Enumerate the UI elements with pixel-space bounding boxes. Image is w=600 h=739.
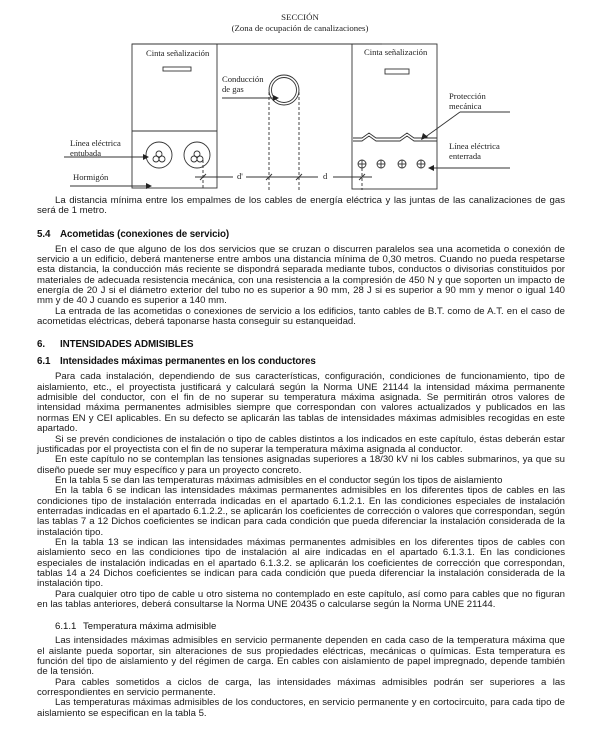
heading-6: [37, 339, 565, 351]
paragraph-6-1-5: En la tabla 6 se indican las intensidades máximas permanentes admisibles en los diferentes tipos de cables en las condiciones tipo de instalación enterrada indicadas en el apartado 6.1.2.1. En las condiciones especiales de instalación enterradas indicadas en el apartado 6.1.2.2., se aplicarán los coeficientes de corrección o valores que correspondan, según las tablas 7 a 12 Dichos coeficientes se indican para cada condición que pueda diferenciar la instalación considerada de la instalación tipo.: [37, 485, 565, 538]
label-conduccion-2: de gas: [222, 84, 244, 94]
label-proteccion-1: Protección: [449, 91, 486, 101]
heading-6-1-1-title: Temperatura máxima admisible: [83, 621, 217, 633]
paragraph-6-1-6: En la tabla 13 se indican las intensidades máximas permanentes admisibles en los diferentes tipos de cables con aislamiento seco en las condiciones tipo de instalación al aire indicadas en el apartado 6.1.3.1. En las condiciones especiales de instalación indicadas en el apartado 6.1.3.2. se aplicarán los coeficientes de corrección que correspondan, tablas 14 a 24 Dichos coeficientes se indican para cada condición que pueda diferenciar la instalación considerada de la instalación tipo.: [37, 536, 565, 590]
label-cinta-right: Cinta señalización: [364, 47, 428, 57]
label-linea-enterrada-1: Línea eléctrica: [449, 141, 500, 151]
label-d: d: [323, 171, 328, 181]
section-diagram: [0, 0, 600, 190]
paragraph-6-1-1: Para cada instalación, dependiendo de sus características, configuración, condiciones de funcionamiento, tipo de aislamiento, etc., el proyectista justificará y calculará según la Norma UNE 21144 la intensidad máxima permanente admisible del conductor, con el fin de no superar su temperatura máxima asignada. Se permitirán otros valores de intensidad máxima permanentes admisibles siempre que correspondan con valores actualizados y publicados en las normas EN y CEI aplicables. En su defecto se aplicarán las tablas de intensidades máximas admisibles recogidas en este apartado.: [37, 371, 565, 435]
heading-6-number: 6.: [37, 339, 45, 351]
label-linea-entubada-2: entubada: [70, 148, 102, 158]
diagram-title: SECCIÓN: [281, 12, 319, 22]
paragraph-6-1-4: En la tabla 5 se dan las temperaturas máximas admisibles en el conductor según los tipos de aislamiento: [55, 474, 503, 486]
paragraph-5-4-2: La entrada de las acometidas o conexiones de servicio a los edificios, tanto cables de B.T. como de A.T. en el caso de acometidas eléctricas, deberá taponarse hasta conseguir su estanqueidad.: [37, 305, 565, 328]
document-body: [37, 196, 565, 719]
heading-6-1: [37, 356, 565, 368]
label-linea-entubada-1: Línea eléctrica: [70, 138, 121, 148]
label-linea-enterrada-2: enterrada: [449, 151, 481, 161]
heading-5-4-number: 5.4: [37, 228, 51, 240]
heading-6-1-title: Intensidades máximas permanentes en los conductores: [60, 356, 316, 368]
heading-5-4-title: Acometidas (conexiones de servicio): [60, 228, 230, 240]
heading-5-4: [37, 229, 565, 241]
paragraph-6-1-1-2: Para cables sometidos a ciclos de carga, las intensidades máximas admisibles podrán ser superiores a las correspondientes en servicio permanente.: [37, 676, 565, 699]
label-cinta-left: Cinta señalización: [146, 48, 210, 58]
diagram-subtitle: (Zona de ocupación de canalizaciones): [231, 23, 369, 33]
heading-6-1-1: [37, 621, 565, 633]
heading-6-1-1-number: 6.1.1: [55, 621, 77, 633]
paragraph-6-1-2: Si se prevén condiciones de instalación o tipo de cables distintos a los indicados en este capítulo, éstas deberán estar justificadas por el proyectista con el fin de no superar la temperatura máxima asignada al conductor.: [37, 433, 565, 455]
label-d-prime: d': [237, 171, 243, 181]
paragraph-6-1-7: Para cualquier otro tipo de cable u otro sistema no contemplado en este capítulo, así como para cables que no figuran en las tablas anteriores, deberá consultarse la Norma UNE 20435 o calcularse según la Norma UNE 21144.: [37, 588, 565, 610]
heading-6-title: INTENSIDADES ADMISIBLES: [60, 339, 194, 351]
label-hormigon: Hormigón: [73, 172, 109, 182]
paragraph-6-1-3: En este capítulo no se contemplan las tensiones asignadas superiores a 18/30 kV ni los cables submarinos, ya que su diseño puede ser muy específico y para un proyecto concreto.: [37, 454, 565, 476]
heading-6-1-number: 6.1: [37, 356, 51, 368]
paragraph-6-1-1-1: Las intensidades máximas admisibles en servicio permanente dependen en cada caso de la temperatura máxima que el aislante pueda soportar, sin alteraciones de sus propiedades eléctricas, mecánicas o químicas. Esta temperatura es función del tipo de aislamiento y del régimen de carga. En cables con aislamiento de papel impregnado, depende también de la tensión.: [37, 635, 565, 678]
paragraph-6-1-1-3: Las temperaturas máximas admisibles de los conductores, en servicio permanente y en cortocircuito, para cada tipo de aislamiento se especifican en la tabla 5.: [37, 697, 565, 719]
label-proteccion-2: mecánica: [449, 101, 482, 111]
intro-paragraph: La distancia mínima entre los empalmes de los cables de energía eléctrica y las juntas de las canalizaciones de gas será de 1 metro.: [37, 195, 565, 217]
label-conduccion-1: Conducción: [222, 74, 264, 84]
paragraph-5-4-1: En el caso de que alguno de los dos servicios que se cruzan o discurren paralelos sea una acometida o conexión de servicio a un edificio, deberá mantenerse entre ambos una distancia mínima de 0,30 metros. Cuando no pueda respetarse esta distancia, la conducción más reciente se dispondrá separada mediante tubos, conductos o divisorias constituidos por materiales de adecuada resistencia mecánica, con una resistencia a la compresión de 450 N y que soporten un impacto de energía de 20 J si el diámetro exterior del tubo no es superior a 90 mm, 28 J si es superior a 90 mm y menor o igual 140 mm y de 40 J cuando es superior a 140 mm.: [37, 243, 565, 307]
